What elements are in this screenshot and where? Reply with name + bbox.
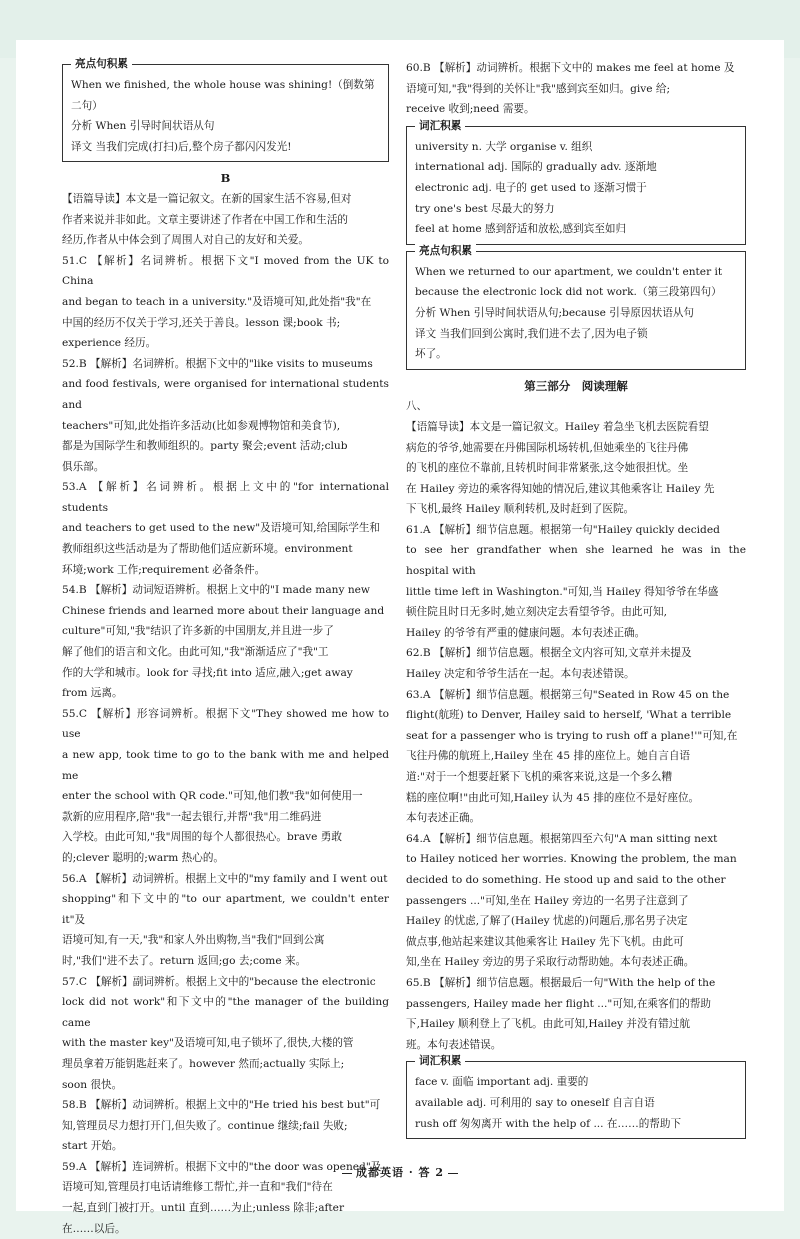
text-line: because the electronic lock did not work.（第三段第四句） [415,286,722,299]
text-line: electronic adj. 电子的 get used to 逐渐习惯于 [415,181,647,194]
answer-item [62,580,389,704]
box-lines [415,262,737,365]
text-line: 63.A 【解析】细节信息题。根据第三句"Seated in Row 45 on the [406,688,730,701]
text-line: rush off 匆匆离开 with the help of ... 在……的帮助下 [415,1117,682,1130]
text-line: flight(航班) to Denver, Hailey said to herself, 'What a terrible [406,709,732,722]
text-line: Hailey 的忧虑,了解了(Hailey 忧虑的)问题后,那名男子决定 [406,915,688,928]
left-intro [62,189,389,251]
left-answer-items [62,251,389,1239]
page-footer [0,1164,800,1180]
text-line: 译文 当我们回到公寓时,我们进不去了,因为电子锁 [415,327,648,340]
text-line: receive 收到;need 需要。 [406,103,535,116]
answer-item [406,520,746,644]
text-line: 俱乐部。 [62,460,105,473]
text-line: 糕的座位啊!"由此可知,Hailey 认为 45 排的座位不是好座位。 [406,791,700,804]
text-line: 51.C 【解析】名词辨析。根据下文"I moved from the UK to China [62,254,389,288]
box-line: 二句） [71,99,103,112]
vocabulary-box-2 [406,1055,746,1139]
answer-item [62,251,389,354]
text-line: to see her grandfather when she learned he was in the hospital with [406,544,746,578]
answer-item [62,477,389,580]
text-line: international adj. 国际的 gradually adv. 逐渐地 [415,161,657,174]
text-line: enter the school with QR code."可知,他们教"我"如何使用一 [62,790,363,803]
text-line: 在 Hailey 旁边的乘客得知她的情况后,建议其他乘客让 Hailey 先 [406,482,715,495]
text-line: 理员拿着万能钥匙赶来了。however 然而;actually 实际上; [62,1057,345,1070]
text-line: a new app, took time to go to the bank with me and helped me [62,749,389,782]
text-line: 【语篇导读】本文是一篇记叙文。在新的国家生活不容易,但对 [62,192,352,205]
text-line: 款新的应用程序,陪"我"一起去银行,并帮"我"用二维码进 [62,810,322,823]
text-line: 都是为国际学生和教师组织的。party 聚会;event 活动;club [62,440,348,453]
text-line: seat for a passenger who is trying to rush off a plane!'"可知,在 [406,729,738,742]
highlight-sentence-box-2 [406,244,746,370]
box-line: 分析 When 引导时间状语从句 [71,120,215,133]
answer-item [62,972,389,1096]
answer-item [62,354,389,478]
text-line: decided to do something. He stood up and said to the other [406,873,726,886]
text-line: 作的大学和城市。look for 寻找;fit into 适应,融入;get away [62,666,353,679]
text-line: 环境;work 工作;requirement 必备条件。 [62,563,266,576]
highlight-sentence-box-1 [62,58,389,162]
answer-item [62,869,389,972]
text-line: 做点事,他站起来建议其他乘客让 Hailey 先下飞机。由此可 [406,935,684,948]
right-intro [406,417,746,520]
text-line: and began to teach in a university."及语境可知,此处指"我"在 [62,295,372,308]
text-line: 55.C 【解析】形容词辨析。根据下文"They showed me how to use [62,707,389,741]
text-line: 53.A 【解析】名词辨析。根据上文中的"for international students [62,481,389,514]
text-line: 病危的爷爷,她需要在丹佛国际机场转机,但她乘坐的飞往丹佛 [406,441,689,454]
text-line: 飞往丹佛的航班上,Hailey 坐在 45 排的座位上。她自言自语 [406,750,691,763]
text-line: 分析 When 引导时间状语从句;because 引导原因状语从句 [415,306,694,319]
text-line: from 远离。 [62,687,123,700]
text-line: shopping"和下文中的"to our apartment, we couldn't enter it"及 [62,893,389,926]
text-line: 58.B 【解析】动词辨析。根据上文中的"He tried his best but"可 [62,1099,381,1112]
part-number: 八、 [406,400,428,413]
text-line: Chinese friends and learned more about their language and [62,604,385,617]
text-line: 65.B 【解析】细节信息题。根据最后一句"With the help of the [406,976,716,989]
text-line: to Hailey noticed her worries. Knowing the problem, the man [406,853,737,866]
text-line: feel at home 感到舒适和放松,感到宾至如归 [415,223,627,236]
text-line: 道:"对于一个想要赶紧下飞机的乘客来说,这是一个多么糟 [406,771,673,783]
box-title: 词汇积累 [415,1053,465,1069]
text-line: 经历,作者从中体会到了周围人对自己的友好和关爱。 [62,234,310,247]
text-line: 下飞机,最终 Hailey 顺利转机,及时赶到了医院。 [406,503,635,516]
text-line: 60.B 【解析】动词辨析。根据下文中的 makes me feel at home 及 [406,62,735,74]
box-title: 亮点句积累 [71,56,132,72]
text-line: start 开始。 [62,1140,123,1153]
text-line: culture"可知,"我"结识了许多新的中国朋友,并且进一步了 [62,625,334,638]
text-line: try one's best 尽最大的努力 [415,202,555,215]
text-line: soon 很快。 [62,1078,123,1091]
box-title: 亮点句积累 [415,243,476,259]
text-line: 知,管理员尽力想打开门,但失败了。continue 继续;fail 失败; [62,1119,348,1132]
text-line: 57.C 【解析】副词辨析。根据上文中的"because the electronic [62,975,376,988]
text-line: and food festivals, were organised for international students and [62,378,389,411]
text-line: 班。本句表述错误。 [406,1038,502,1051]
answer-item-60 [406,58,746,120]
text-line: 64.A 【解析】细节信息题。根据第四至六句"A man sitting next [406,832,718,845]
text-line: available adj. 可利用的 say to oneself 自言自语 [415,1096,655,1109]
vocab-lines [415,1072,737,1134]
text-line: 61.A 【解析】细节信息题。根据第一句"Hailey quickly decided [406,523,720,536]
section-b-heading: B [220,171,231,186]
text-line: 时,"我们"进不去了。return 返回;go 去;come 来。 [62,954,307,967]
text-line: with the master key"及语境可知,电子锁坏了,很快,大楼的管 [62,1037,354,1050]
box-line: When we finished, the whole house was shining!（倒数第 [71,79,375,91]
part-three-heading: 第三部分 阅读理解 [524,378,628,393]
footer-dash [448,1173,458,1174]
text-line: When we returned to our apartment, we couldn't enter it [415,265,723,278]
text-line: experience 经历。 [62,337,157,350]
vocabulary-box-1 [406,119,746,245]
answer-item [62,1095,389,1157]
text-line: university n. 大学 organise v. 组织 [415,140,593,153]
text-line: 59.A 【解析】连词辨析。根据下文中的"the door was opened"及 [62,1160,382,1173]
text-line: passengers, Hailey made her flight ..."可知,在乘客们的帮助 [406,997,711,1010]
text-line: 坏了。 [415,348,447,361]
answer-item [406,643,746,684]
text-line: 52.B 【解析】名词辨析。根据下文中的"like visits to museums [62,357,373,370]
answer-item [406,685,746,829]
answer-item [406,829,746,973]
text-line: 语境可知,"我"得到的关怀让"我"感到宾至如归。give 给; [406,82,671,95]
vocab-lines [415,137,737,240]
footer-dash [342,1173,352,1174]
box-line: 译文 当我们完成(打扫)后,整个房子都闪闪发光! [71,140,292,153]
text-line: face v. 面临 important adj. 重要的 [415,1076,589,1089]
text-line: 54.B 【解析】动词短语辨析。根据上文中的"I made many new [62,584,370,597]
text-line: 下,Hailey 顺利登上了飞机。由此可知,Hailey 并没有错过航 [406,1018,690,1031]
right-column [406,58,746,1145]
text-line: 语境可知,管理员打电话请维修工帮忙,并一直和"我们"待在 [62,1181,333,1194]
answer-item [406,973,746,1055]
text-line: 一起,直到门被打开。until 直到……为止;unless 除非;after [62,1202,345,1215]
answer-item [62,704,389,869]
text-line: little time left in Washington."可知,当 Hailey 得知爷爷在华盛 [406,585,719,598]
text-line: lock did not work"和下文中的"the manager of the building came [62,996,389,1029]
text-line: 的飞机的座位不靠前,且转机时间非常紧张,这令她很担忧。坐 [406,462,689,475]
text-line: 知,坐在 Hailey 旁边的男子采取行动帮助她。本句表述正确。 [406,956,695,969]
text-line: 教师组织这些活动是为了帮助他们适应新环境。environment [62,543,353,556]
text-line: 本句表述正确。 [406,812,481,825]
text-line: 的;clever 聪明的;warm 热心的。 [62,851,225,864]
box-title: 词汇积累 [415,118,465,134]
text-line: passengers ..."可知,坐在 Hailey 旁边的一名男子注意到了 [406,894,689,907]
left-column [62,58,389,1239]
text-line: 解了他们的语言和文化。由此可知,"我"渐渐适应了"我"工 [62,646,329,659]
text-line: 56.A 【解析】动词辨析。根据上文中的"my family and I went out [62,872,388,885]
text-line: 中国的经历不仅关于学习,还关于善良。lesson 课;book 书; [62,316,341,329]
text-line: Hailey 决定和爷爷生活在一起。本句表述错误。 [406,668,635,681]
right-answer-items [406,520,746,1055]
text-line: 在……以后。 [62,1222,126,1235]
text-line: Hailey 的爷爷有严重的健康问题。本句表述正确。 [406,626,646,639]
text-line: 【语篇导读】本文是一篇记叙文。Hailey 着急坐飞机去医院看望 [406,420,709,433]
text-line: 顿住院且时日无多时,她立刻决定去看望爷爷。由此可知, [406,606,667,619]
text-line: 入学校。由此可知,"我"周围的每个人都很热心。brave 勇敢 [62,831,342,844]
footer-text: 成都英语 · 答 2 [356,1166,444,1179]
text-line: 语境可知,有一天,"我"和家人外出购物,当"我们"回到公寓 [62,934,325,947]
text-line: 62.B 【解析】细节信息题。根据全文内容可知,文章并未提及 [406,647,692,660]
text-line: 作者来说并非如此。文章主要讲述了作者在中国工作和生活的 [62,213,349,226]
text-line: and teachers to get used to the new"及语境可知,给国际学生和 [62,522,381,535]
text-line: teachers"可知,此处指许多活动(比如参观博物馆和美食节), [62,419,341,432]
